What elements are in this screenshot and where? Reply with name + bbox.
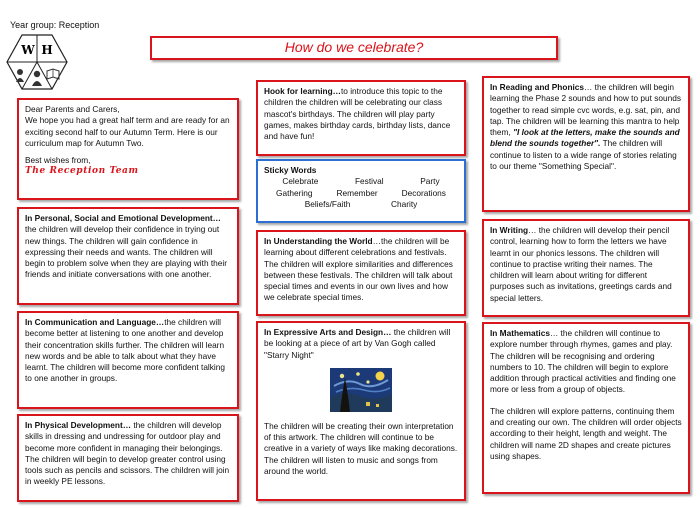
- sticky-word: Beliefs/Faith: [304, 198, 351, 209]
- reading-mantra: "I look at the letters, make the sounds and blend the sounds together".: [490, 127, 680, 149]
- letter-greeting: Dear Parents and Carers,: [25, 104, 120, 114]
- hook-heading: Hook for learning…: [264, 86, 341, 96]
- sticky-word: Festival: [354, 176, 384, 187]
- writing-heading: In Writing: [490, 225, 529, 235]
- starry-night-painting-icon: [330, 368, 392, 412]
- arts-box: [256, 321, 466, 501]
- sticky-words-heading: Sticky Words: [264, 165, 317, 175]
- physical-box: [17, 414, 239, 502]
- logo-letter-w: W: [21, 43, 35, 57]
- school-logo-icon: [6, 34, 68, 90]
- arts-text: the children will be looking at a piece of art by Van Gogh called "Starry Night": [264, 327, 451, 360]
- reading-heading: In Reading and Phonics: [490, 82, 585, 92]
- writing-text: … the children will develop their pencil control, learning how to form the letters we have learnt in our phonics lessons. The children will continue to practise writing their names. The children will learn about writing for different purposes such as invitations, greetings cards and special letters.: [490, 225, 672, 303]
- letter-box: [17, 98, 239, 200]
- arts-heading: In Expressive Arts and Design…: [264, 327, 392, 337]
- hook-box: [256, 80, 466, 156]
- sticky-word: Remember: [336, 187, 378, 198]
- sticky-word: Charity: [391, 198, 418, 209]
- arts-text-2: The children will be creating their own interpretation of this artwork. The children will continue to be creative in a variety of ways like making decorations. The children will listen to music and songs from around the world.: [264, 420, 458, 477]
- letter-body: We hope you had a great half term and are ready for an exciting second half to our Autumn Term. Here is our curriculum map for Autumn Two.: [25, 115, 230, 148]
- maths-box: [482, 322, 690, 494]
- letter-signature: The Reception Team: [25, 166, 139, 177]
- reading-box: [482, 76, 690, 212]
- maths-text-2: The children will explore patterns, continuing them and creating our own. The children will order objects according to their height, length and weight. The children will name 2D shapes and create pictures using shapes.: [490, 405, 682, 461]
- maths-text: … the children will continue to explore number through rhymes, games and play. The children will be recognising and ordering numbers to 10. The children will begin to explore addition through practical activities and finding one more or less from a group of objects.: [490, 328, 676, 395]
- sticky-word: Party: [420, 176, 440, 187]
- communication-box: [17, 311, 239, 409]
- logo-letter-h: H: [41, 43, 53, 57]
- communication-heading: In Communication and Language…: [25, 317, 165, 327]
- year-group-label: Year group: Reception: [10, 20, 100, 30]
- communication-text: the children will become better at listening to one another and develop their concentration skills further. The children will learn new words and be able to talk about what they have learnt. The children will become more confident talking to one another in groups.: [25, 317, 225, 384]
- sticky-words-row: [264, 199, 458, 210]
- sticky-word: Decorations: [401, 187, 446, 198]
- physical-text: the children will develop skills in dressing and undressing for outdoor play and become more confident in managing their belongings. The children will begin to develop greater control using tools such as pencils and scissors. The children will join in weekly PE lessons.: [25, 420, 230, 487]
- personal-text: the children will develop their confidence in trying out new things. The children will gain confidence in expressing their needs and wants. The children will begin to problem solve when they are playing with their friends and initiate conversations with one another.: [25, 224, 228, 280]
- sticky-words-box: [256, 159, 466, 223]
- physical-heading: In Physical Development…: [25, 420, 132, 430]
- sticky-word: Celebrate: [282, 176, 319, 187]
- maths-heading: In Mathematics: [490, 328, 550, 338]
- sticky-words-row: [264, 188, 458, 199]
- letter-signoff: Best wishes from,: [25, 155, 91, 166]
- world-text: …the children will be learning about different celebrations and festivals. The children will explore similarities and differences between these festivals. The children will talk about special times and events in our own lives and how we celebrate special times.: [264, 236, 453, 303]
- sticky-word: Gathering: [276, 187, 313, 198]
- sticky-words-row: [264, 176, 458, 187]
- reading-text-2: The children will continue to listen to a wide range of stories relating to our theme "Something Special".: [490, 138, 677, 172]
- personal-box: [17, 207, 239, 305]
- page-title: How do we celebrate?: [150, 36, 558, 60]
- writing-box: [482, 219, 690, 317]
- hook-text: to introduce this topic to the children the children will be celebrating our class mascot's birthdays. The children will play party games, makes birthday cards, birthday lists, dance and have fun!: [264, 86, 451, 142]
- world-heading: In Understanding the World: [264, 236, 373, 246]
- reading-text: … the children will begin learning the Phase 2 sounds and how to put sounds together to read simple cvc words, e.g. sat, pin, and tap. The children will be learning this mantra to help them,: [490, 82, 681, 138]
- personal-heading: In Personal, Social and Emotional Development…: [25, 213, 221, 223]
- world-box: [256, 230, 466, 316]
